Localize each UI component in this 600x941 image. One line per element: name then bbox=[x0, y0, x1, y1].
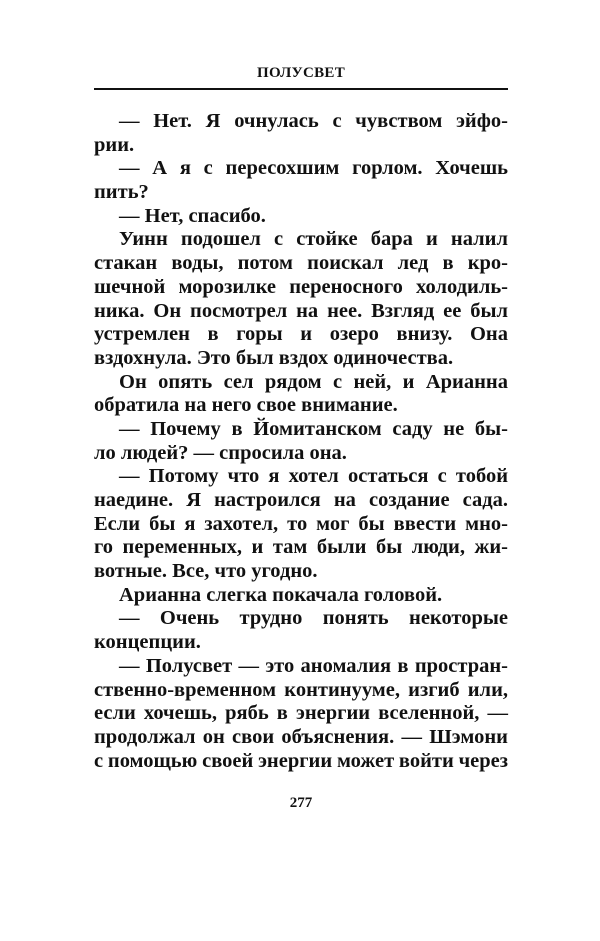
text-line bbox=[94, 323, 508, 347]
text-line-content: — Очень трудно понять некоторые bbox=[119, 607, 508, 630]
text-line-content: наедине. Я настроился на создание сада. bbox=[94, 489, 508, 511]
text-line bbox=[94, 702, 508, 726]
text-line-content: — Полусвет — это аномалия в простран- bbox=[119, 654, 508, 677]
text-line bbox=[94, 631, 508, 655]
text-line-content: обратила на него свое внимание. bbox=[94, 394, 398, 417]
text-line bbox=[94, 110, 508, 134]
text-line-content: — Нет. Я очнулась с чувством эйфо- bbox=[119, 110, 508, 132]
text-line bbox=[94, 347, 508, 371]
text-line-content: го переменных, и там были бы люди, жи- bbox=[94, 536, 508, 559]
text-line bbox=[94, 607, 508, 631]
text-line-content: — Почему в Йомитанском саду не бы- bbox=[119, 417, 508, 440]
page-number: 277 bbox=[289, 795, 313, 811]
text-line-content: концепции. bbox=[94, 631, 201, 654]
header-rule bbox=[94, 88, 508, 90]
text-line bbox=[94, 560, 508, 584]
text-line-content: ственно-временном континууме, изгиб или, bbox=[94, 678, 508, 701]
text-line bbox=[94, 300, 508, 324]
text-line bbox=[94, 394, 508, 418]
text-line-content: — Нет, спасибо. bbox=[119, 204, 266, 227]
running-header: ПОЛУСВЕТ bbox=[256, 65, 346, 81]
text-line-content: Он опять сел рядом с ней, и Арианна bbox=[119, 370, 508, 393]
text-line bbox=[94, 442, 508, 466]
text-line-content: если хочешь, рябь в энергии вселенной, — bbox=[94, 702, 508, 725]
text-line bbox=[94, 536, 508, 560]
body-text bbox=[94, 110, 508, 773]
text-line bbox=[94, 371, 508, 395]
text-line-content: устремлен в горы и озеро внизу. Она bbox=[94, 323, 508, 346]
text-line bbox=[94, 205, 508, 229]
text-line-content: с помощью своей энергии может войти через bbox=[94, 749, 508, 772]
text-line bbox=[94, 228, 508, 252]
text-line-content: вздохнула. Это был вздох одиночества. bbox=[94, 346, 454, 369]
text-line-content: рии. bbox=[94, 133, 135, 156]
text-line bbox=[94, 726, 508, 750]
text-line bbox=[94, 157, 508, 181]
text-line-content: Уинн подошел с стойке бара и налил bbox=[119, 228, 508, 251]
text-line bbox=[94, 489, 508, 513]
text-line-content: вотные. Все, что угодно. bbox=[94, 560, 318, 583]
text-line bbox=[94, 252, 508, 276]
text-line-content: ника. Он посмотрел на нее. Взгляд ее был bbox=[94, 299, 508, 322]
text-line bbox=[94, 276, 508, 300]
text-line-content: ло людей? — спросила она. bbox=[94, 441, 347, 464]
text-line bbox=[94, 750, 508, 774]
text-line bbox=[94, 513, 508, 537]
text-line bbox=[94, 465, 508, 489]
text-line-content: — Потому что я хотел остаться с тобой bbox=[119, 465, 508, 488]
text-line-content: стакан воды, потом поискал лед в кро- bbox=[94, 252, 508, 275]
text-line bbox=[94, 655, 508, 679]
text-line-content: пить? bbox=[94, 181, 149, 204]
text-line bbox=[94, 584, 508, 608]
text-line bbox=[94, 418, 508, 442]
text-line-content: продолжал он свои объяснения. — Шэмони bbox=[94, 725, 508, 748]
text-line-content: Арианна слегка покачала головой. bbox=[119, 583, 443, 606]
text-line-content: — А я с пересохшим горлом. Хочешь bbox=[119, 157, 508, 180]
text-line-content: Если бы я захотел, то мог бы ввести мно- bbox=[94, 512, 508, 535]
text-line bbox=[94, 679, 508, 703]
text-line bbox=[94, 181, 508, 205]
text-line bbox=[94, 134, 508, 158]
text-line-content: шечной морозилке переносного холодиль- bbox=[94, 275, 508, 298]
